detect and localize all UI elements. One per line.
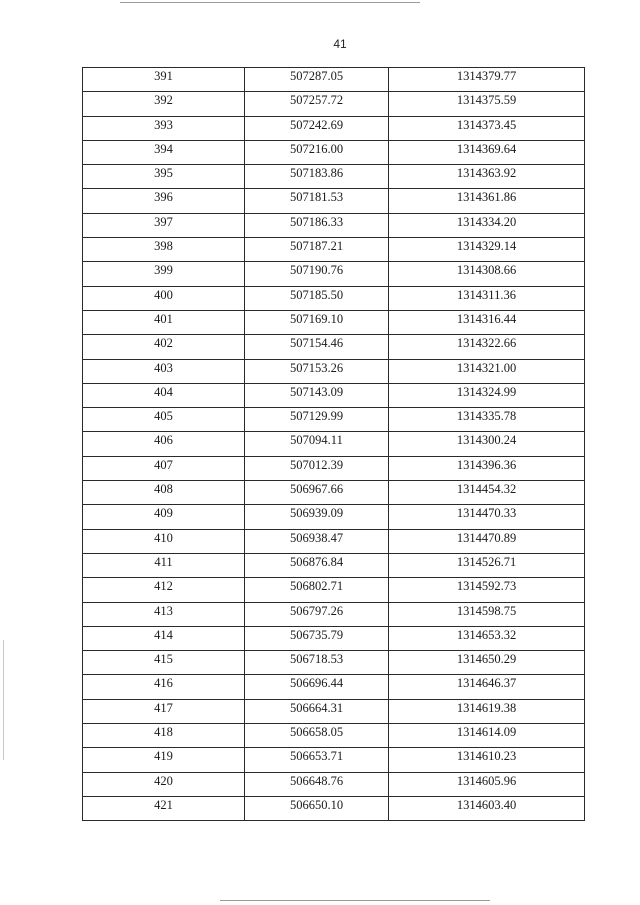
y-coordinate-cell: [389, 140, 585, 164]
cell-text: 421: [154, 797, 173, 812]
point-number-cell: [83, 116, 245, 140]
x-coordinate-cell: [245, 675, 389, 699]
table-row: [83, 529, 585, 553]
cell-text: 412: [154, 579, 173, 594]
x-coordinate-cell: [245, 213, 389, 237]
cell-text: 1314653.32: [456, 627, 517, 642]
x-coordinate-cell: [245, 383, 389, 407]
point-number-cell: [83, 165, 245, 189]
x-coordinate-cell: [245, 481, 389, 505]
x-coordinate-cell: [245, 772, 389, 796]
x-coordinate-cell: [245, 92, 389, 116]
x-coordinate-cell: [245, 262, 389, 286]
point-number-cell: [83, 456, 245, 480]
point-number-cell: [83, 724, 245, 748]
cell-text: 394: [154, 141, 173, 156]
cell-text: 1314375.59: [456, 93, 517, 108]
cell-text: 507169.10: [289, 311, 344, 326]
cell-text: 1314610.23: [456, 749, 517, 764]
x-coordinate-cell: [245, 165, 389, 189]
cell-text: 1314308.66: [456, 263, 517, 278]
point-number-cell: [83, 699, 245, 723]
point-number-cell: [83, 408, 245, 432]
cell-text: 1314598.75: [456, 603, 517, 618]
cell-text: 507257.72: [289, 93, 344, 108]
y-coordinate-cell: [389, 238, 585, 262]
cell-text: 406: [154, 433, 173, 448]
cell-text: 1314300.24: [456, 433, 517, 448]
table-row: [83, 140, 585, 164]
cell-text: 506735.79: [289, 627, 344, 642]
cell-text: 410: [154, 530, 173, 545]
point-number-cell: [83, 238, 245, 262]
cell-text: 507242.69: [289, 117, 344, 132]
x-coordinate-cell: [245, 359, 389, 383]
y-coordinate-cell: [389, 68, 585, 92]
scan-artifact-top-line: [120, 2, 420, 3]
cell-text: 1314470.89: [456, 530, 517, 545]
y-coordinate-cell: [389, 408, 585, 432]
table-row: [83, 335, 585, 359]
table-row: [83, 553, 585, 577]
cell-text: 507143.09: [289, 384, 344, 399]
y-coordinate-cell: [389, 699, 585, 723]
x-coordinate-cell: [245, 238, 389, 262]
cell-text: 1314614.09: [456, 725, 517, 740]
table-row: [83, 383, 585, 407]
cell-text: 415: [154, 652, 173, 667]
y-coordinate-cell: [389, 456, 585, 480]
cell-text: 1314379.77: [456, 69, 517, 83]
cell-text: 409: [154, 506, 173, 521]
y-coordinate-cell: [389, 310, 585, 334]
x-coordinate-cell: [245, 432, 389, 456]
x-coordinate-cell: [245, 335, 389, 359]
cell-text: 1314329.14: [456, 239, 517, 254]
cell-text: 1314650.29: [456, 652, 517, 667]
x-coordinate-cell: [245, 748, 389, 772]
cell-text: 506664.31: [289, 700, 344, 715]
cell-text: 507187.21: [289, 239, 344, 254]
table-row: [83, 651, 585, 675]
x-coordinate-cell: [245, 626, 389, 650]
table-row: [83, 165, 585, 189]
x-coordinate-cell: [245, 699, 389, 723]
y-coordinate-cell: [389, 578, 585, 602]
cell-text: 507216.00: [289, 141, 344, 156]
cell-text: 506650.10: [289, 797, 344, 812]
cell-text: 416: [154, 676, 173, 691]
cell-text: 411: [154, 554, 173, 569]
point-number-cell: [83, 68, 245, 92]
cell-text: 507012.39: [289, 457, 344, 472]
point-number-cell: [83, 748, 245, 772]
x-coordinate-cell: [245, 505, 389, 529]
cell-text: 507154.46: [289, 336, 344, 351]
x-coordinate-cell: [245, 456, 389, 480]
cell-text: 1314592.73: [456, 579, 517, 594]
cell-text: 395: [154, 166, 173, 181]
table-row: [83, 189, 585, 213]
cell-text: 399: [154, 263, 173, 278]
cell-text: 1314619.38: [456, 700, 517, 715]
point-number-cell: [83, 140, 245, 164]
table-row: [83, 699, 585, 723]
table-row: [83, 310, 585, 334]
point-number-cell: [83, 651, 245, 675]
point-number-cell: [83, 602, 245, 626]
y-coordinate-cell: [389, 772, 585, 796]
cell-text: 391: [154, 69, 173, 83]
cell-text: 506938.47: [289, 530, 344, 545]
table-row: [83, 238, 585, 262]
y-coordinate-cell: [389, 213, 585, 237]
cell-text: 413: [154, 603, 173, 618]
cell-text: 408: [154, 482, 173, 497]
y-coordinate-cell: [389, 724, 585, 748]
cell-text: 507129.99: [289, 409, 344, 424]
cell-text: 419: [154, 749, 173, 764]
x-coordinate-cell: [245, 116, 389, 140]
table-row: [83, 724, 585, 748]
y-coordinate-cell: [389, 432, 585, 456]
x-coordinate-cell: [245, 602, 389, 626]
y-coordinate-cell: [389, 335, 585, 359]
point-number-cell: [83, 578, 245, 602]
point-number-cell: [83, 383, 245, 407]
x-coordinate-cell: [245, 140, 389, 164]
cell-text: 1314396.36: [456, 457, 517, 472]
cell-text: 507094.11: [290, 433, 343, 448]
cell-text: 507287.05: [289, 69, 344, 83]
table-row: [83, 456, 585, 480]
point-number-cell: [83, 626, 245, 650]
cell-text: 397: [154, 214, 173, 229]
table-row: [83, 359, 585, 383]
cell-text: 1314363.92: [456, 166, 517, 181]
y-coordinate-cell: [389, 553, 585, 577]
cell-text: 506653.71: [289, 749, 344, 764]
table-row: [83, 505, 585, 529]
coordinates-table: [82, 67, 585, 821]
cell-text: 1314603.40: [456, 797, 517, 812]
y-coordinate-cell: [389, 165, 585, 189]
y-coordinate-cell: [389, 262, 585, 286]
point-number-cell: [83, 772, 245, 796]
point-number-cell: [83, 675, 245, 699]
cell-text: 507185.50: [289, 287, 344, 302]
cell-text: 418: [154, 725, 173, 740]
cell-text: 1314322.66: [456, 336, 517, 351]
table-row: [83, 772, 585, 796]
y-coordinate-cell: [389, 626, 585, 650]
cell-text: 393: [154, 117, 173, 132]
x-coordinate-cell: [245, 578, 389, 602]
cell-text: 1314373.45: [456, 117, 517, 132]
table-row: [83, 408, 585, 432]
point-number-cell: [83, 529, 245, 553]
cell-text: 1314369.64: [456, 141, 517, 156]
point-number-cell: [83, 213, 245, 237]
point-number-cell: [83, 310, 245, 334]
point-number-cell: [83, 796, 245, 820]
cell-text: 506658.05: [289, 725, 344, 740]
cell-text: 396: [154, 190, 173, 205]
y-coordinate-cell: [389, 748, 585, 772]
cell-text: 402: [154, 336, 173, 351]
cell-text: 403: [154, 360, 173, 375]
cell-text: 507181.53: [289, 190, 344, 205]
cell-text: 1314334.20: [456, 214, 517, 229]
point-number-cell: [83, 189, 245, 213]
cell-text: 414: [154, 627, 173, 642]
point-number-cell: [83, 481, 245, 505]
point-number-cell: [83, 286, 245, 310]
coordinates-table-body: [83, 68, 585, 821]
cell-text: 401: [154, 311, 173, 326]
table-row: [83, 481, 585, 505]
cell-text: 506967.66: [289, 482, 344, 497]
cell-text: 404: [154, 384, 173, 399]
table-row: [83, 748, 585, 772]
scan-artifact-bottom-line: [220, 900, 490, 901]
y-coordinate-cell: [389, 359, 585, 383]
y-coordinate-cell: [389, 675, 585, 699]
cell-text: 506696.44: [289, 676, 344, 691]
y-coordinate-cell: [389, 481, 585, 505]
cell-text: 405: [154, 409, 173, 424]
cell-text: 507153.26: [289, 360, 344, 375]
cell-text: 507183.86: [289, 166, 344, 181]
x-coordinate-cell: [245, 724, 389, 748]
x-coordinate-cell: [245, 189, 389, 213]
table-row: [83, 92, 585, 116]
table-row: [83, 286, 585, 310]
table-row: [83, 602, 585, 626]
page-number: 41: [333, 37, 347, 51]
cell-text: 1314470.33: [456, 506, 517, 521]
cell-text: 1314605.96: [456, 773, 517, 788]
cell-text: 1314335.78: [456, 409, 517, 424]
cell-text: 407: [154, 457, 173, 472]
cell-text: 1314311.36: [457, 287, 516, 302]
cell-text: 1314316.44: [456, 311, 517, 326]
x-coordinate-cell: [245, 310, 389, 334]
cell-text: 506718.53: [289, 652, 344, 667]
table-row: [83, 262, 585, 286]
cell-text: 1314646.37: [456, 676, 517, 691]
x-coordinate-cell: [245, 529, 389, 553]
table-row: [83, 68, 585, 92]
table-row: [83, 675, 585, 699]
cell-text: 506802.71: [289, 579, 344, 594]
cell-text: 392: [154, 93, 173, 108]
cell-text: 398: [154, 239, 173, 254]
x-coordinate-cell: [245, 796, 389, 820]
y-coordinate-cell: [389, 383, 585, 407]
y-coordinate-cell: [389, 189, 585, 213]
cell-text: 1314526.71: [456, 554, 517, 569]
cell-text: 400: [154, 287, 173, 302]
table-row: [83, 626, 585, 650]
point-number-cell: [83, 335, 245, 359]
point-number-cell: [83, 505, 245, 529]
y-coordinate-cell: [389, 286, 585, 310]
y-coordinate-cell: [389, 651, 585, 675]
table-row: [83, 432, 585, 456]
cell-text: 1314321.00: [456, 360, 517, 375]
table-row: [83, 578, 585, 602]
cell-text: 1314454.32: [456, 482, 517, 497]
cell-text: 507190.76: [289, 263, 344, 278]
point-number-cell: [83, 432, 245, 456]
y-coordinate-cell: [389, 116, 585, 140]
cell-text: 506876.84: [289, 554, 344, 569]
y-coordinate-cell: [389, 796, 585, 820]
x-coordinate-cell: [245, 651, 389, 675]
scan-artifact-left-edge: [3, 640, 4, 760]
y-coordinate-cell: [389, 529, 585, 553]
cell-text: 507186.33: [289, 214, 344, 229]
point-number-cell: [83, 92, 245, 116]
table-row: [83, 116, 585, 140]
cell-text: 506939.09: [289, 506, 344, 521]
x-coordinate-cell: [245, 408, 389, 432]
cell-text: 417: [154, 700, 173, 715]
table-row: [83, 796, 585, 820]
cell-text: 1314361.86: [456, 190, 517, 205]
cell-text: 506648.76: [289, 773, 344, 788]
cell-text: 1314324.99: [456, 384, 517, 399]
x-coordinate-cell: [245, 553, 389, 577]
cell-text: 506797.26: [289, 603, 344, 618]
y-coordinate-cell: [389, 92, 585, 116]
cell-text: 420: [154, 773, 173, 788]
x-coordinate-cell: [245, 68, 389, 92]
point-number-cell: [83, 262, 245, 286]
y-coordinate-cell: [389, 505, 585, 529]
x-coordinate-cell: [245, 286, 389, 310]
y-coordinate-cell: [389, 602, 585, 626]
point-number-cell: [83, 359, 245, 383]
point-number-cell: [83, 553, 245, 577]
table-row: [83, 213, 585, 237]
